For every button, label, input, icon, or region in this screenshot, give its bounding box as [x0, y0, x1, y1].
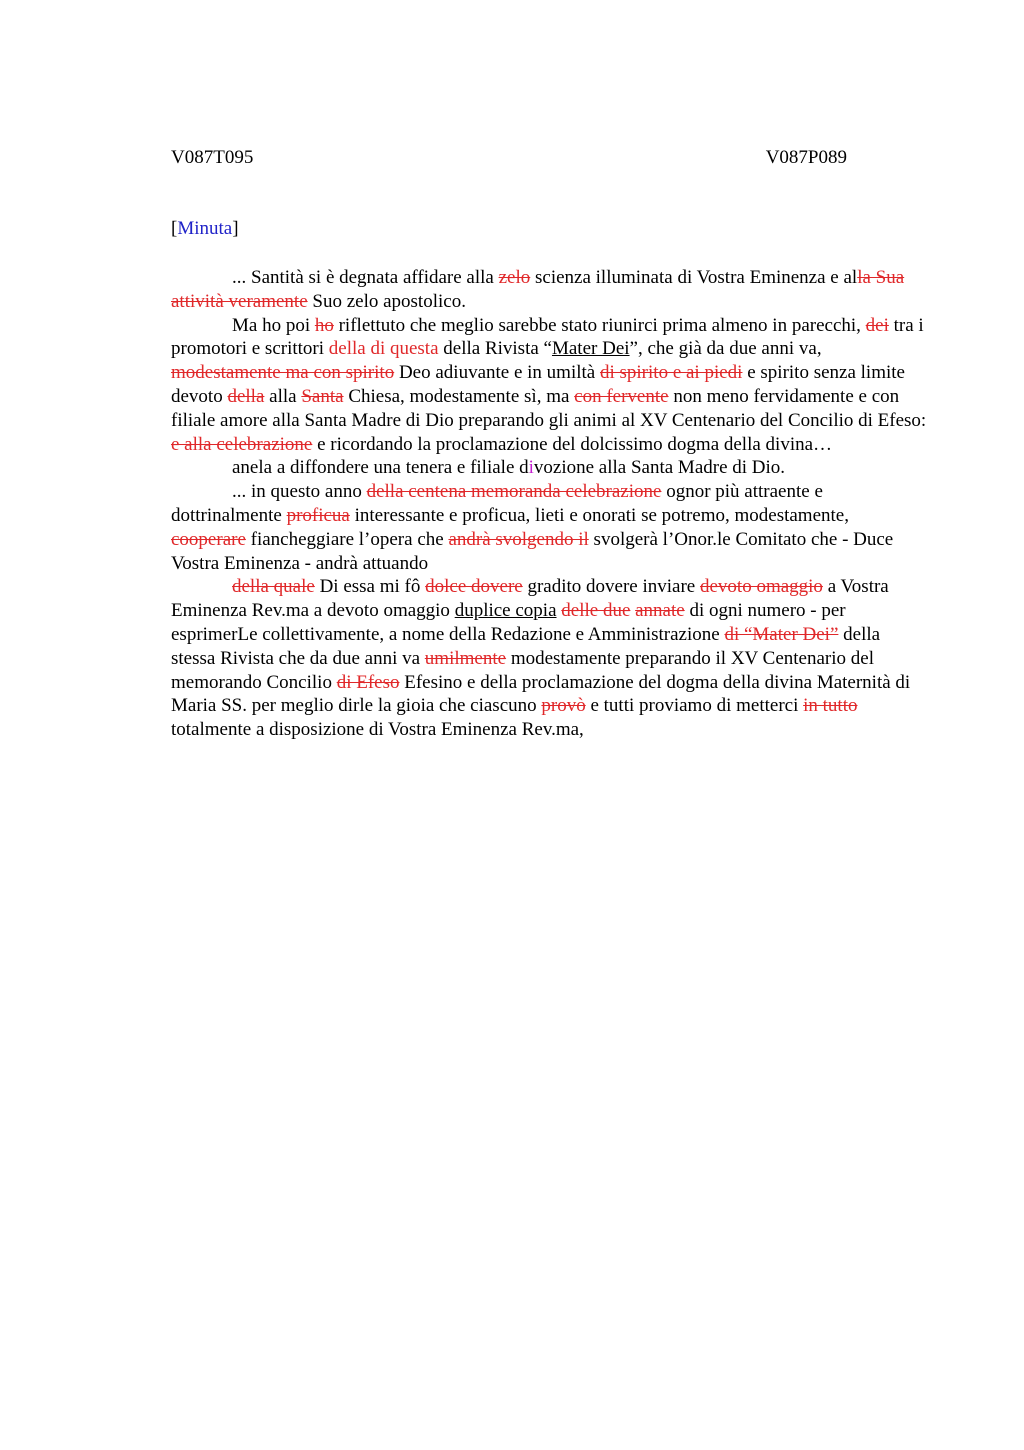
text-run: e spirito senza limite devoto — [171, 362, 905, 407]
deleted-text: di Efeso — [336, 671, 400, 693]
deleted-text: dolce dovere — [425, 576, 523, 598]
text-run: Suo zelo apostolico. — [307, 290, 466, 312]
inserted-text: della di questa — [328, 338, 439, 360]
deleted-text: Santa — [301, 385, 344, 407]
deleted-text: devoto omaggio — [699, 576, 823, 598]
deleted-text: umilmente — [424, 647, 507, 669]
text-run: riflettuto che meglio sarebbe stato riunirci prima almeno in parecchi, — [333, 314, 866, 336]
deleted-text: di “Mater Dei” — [724, 623, 839, 645]
deleted-text: con fervente — [574, 385, 669, 407]
paragraph — [171, 480, 927, 575]
text-run: Deo adiuvante e in umiltà — [394, 362, 600, 384]
deleted-text: di spirito e ai piedi — [599, 362, 743, 384]
deleted-text: e alla celebrazione — [171, 433, 313, 455]
text-run: modestamente preparando il XV Centenario del memorando Concilio — [171, 647, 874, 693]
deleted-text: in tutto — [803, 695, 858, 717]
text-run: gradito dovere inviare — [522, 576, 700, 598]
text-run: non meno fervidamente e con filiale amore alla Santa Madre di Dio preparando gli animi al XV Centenario del Concilio di Efeso: — [171, 385, 927, 431]
text-run: e ricordando la proclamazione del dolcissimo dogma della divina… — [312, 433, 833, 455]
deleted-text: andrà svolgendo il — [448, 528, 589, 550]
deleted-text: delle due — [561, 600, 631, 622]
deleted-text: della quale — [232, 576, 315, 598]
text-run: interessante e proficua, lieti e onorati se potremo, modestamente, — [349, 504, 849, 526]
deleted-text: modestamente ma con spirito — [171, 362, 395, 384]
deleted-text: ho — [314, 314, 334, 336]
text-run: della Rivista “ — [438, 338, 552, 360]
letter-body — [171, 266, 927, 742]
bracket-close: ] — [232, 218, 239, 239]
text-run: scienza illuminata di Vostra Eminenza e al — [530, 267, 858, 288]
deleted-text: la Sua attività veramente — [171, 267, 905, 312]
text-run: fiancheggiare l’opera che — [245, 528, 449, 550]
text-run: alla — [264, 385, 302, 407]
text-run: anela a diffondere una tenera e filiale d — [232, 457, 529, 479]
deleted-text: della — [227, 385, 265, 407]
deleted-text: dei — [865, 314, 889, 336]
text-run: Chiesa, modestamente sì, ma — [343, 385, 575, 407]
text-run: a Vostra Eminenza Rev.ma a devoto omaggio — [171, 576, 889, 622]
text-run: vozione alla Santa Madre di Dio. — [533, 457, 786, 479]
bracket-open: [ — [171, 218, 178, 239]
deleted-text: cooperare — [171, 528, 246, 550]
text-run: Ma ho poi — [232, 314, 315, 336]
underlined-text: Mater Dei — [551, 338, 630, 360]
text-run: Di essa mi fô — [314, 576, 426, 598]
text-run: e tutti proviamo di metterci — [585, 695, 804, 717]
text-run: ... Santità si è degnata affidare alla — [232, 267, 499, 288]
text-run: ... in questo anno — [232, 481, 367, 503]
deleted-text: proficua — [286, 504, 350, 526]
paragraph — [171, 456, 927, 480]
page-header — [171, 146, 847, 170]
document-code-right: V087P089 — [765, 147, 847, 168]
draft-label — [171, 217, 239, 241]
text-run: totalmente a disposizione di Vostra Eminenza Rev.ma, — [171, 719, 584, 741]
deleted-text: della centena memoranda celebrazione — [366, 481, 662, 503]
paragraph — [171, 575, 927, 742]
text-run: tra i promotori e scrittori — [171, 314, 924, 360]
text-run: di ogni numero - per esprimerLe collettivamente, a nome della Redazione e Amministrazione — [171, 600, 846, 645]
text-run: ognor più attraente e dottrinalmente — [171, 481, 823, 526]
deleted-text: provò — [541, 695, 586, 717]
paragraph — [171, 314, 927, 457]
draft-label-text: Minuta — [177, 218, 233, 239]
paragraph — [171, 266, 927, 314]
deleted-text: annate — [635, 600, 685, 622]
deleted-text: zelo — [498, 267, 531, 288]
text-run: svolgerà l’Onor.le Comitato che - Duce Vostra Eminenza - andrà attuando — [171, 528, 894, 574]
text-run: Efesino e della proclamazione del dogma della divina Maternità di Maria SS. per meglio dirle la gioia che ciascuno — [171, 671, 911, 717]
text-run: della stessa Rivista che da due anni va — [171, 623, 881, 669]
text-run: ”, che già da due anni va, — [629, 338, 822, 360]
underlined-text: duplice copia — [454, 600, 557, 622]
corrected-letter: i — [528, 457, 534, 479]
document-code-left: V087T095 — [171, 147, 254, 168]
